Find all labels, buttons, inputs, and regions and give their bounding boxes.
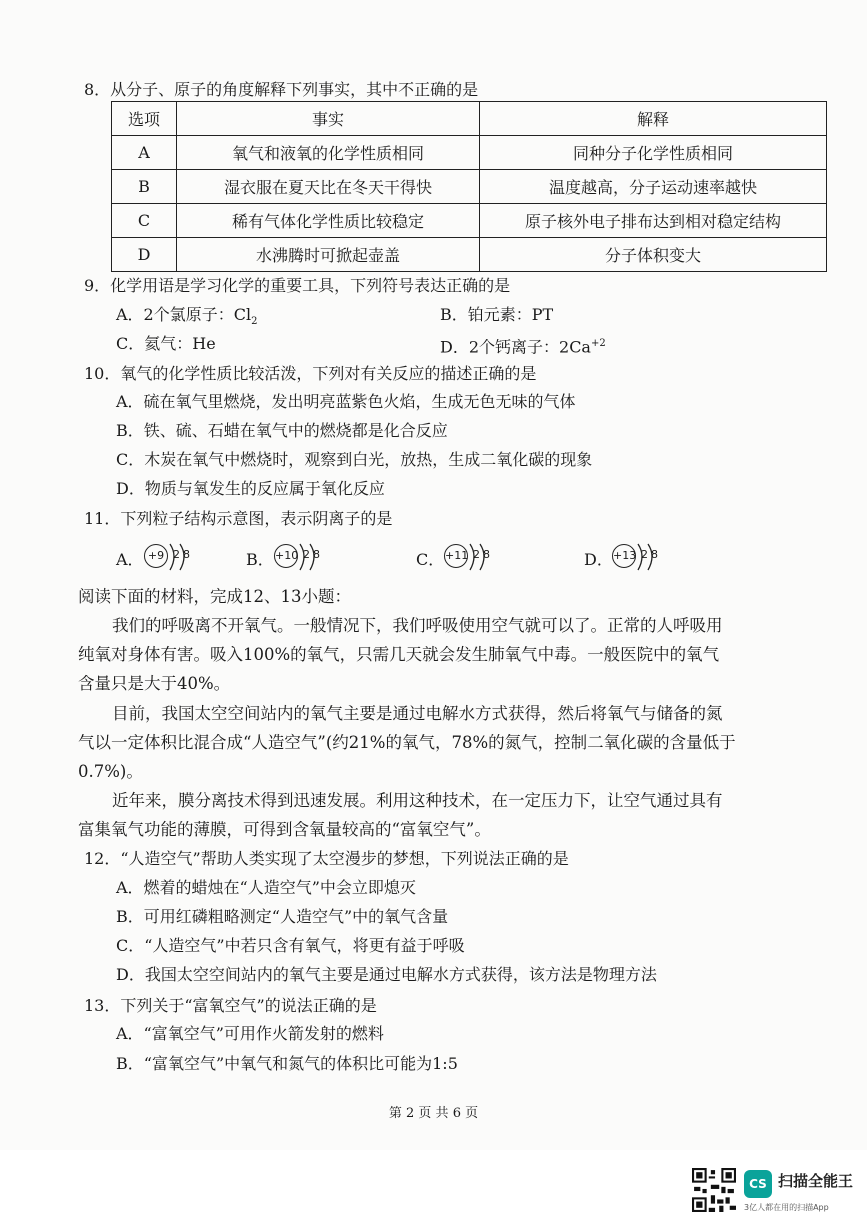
q9-stem: 9．化学用语是学习化学的重要工具，下列符号表达正确的是	[84, 276, 511, 295]
page-number: 第 2 页 共 6 页	[388, 1106, 479, 1121]
electron-shells-icon	[634, 542, 664, 572]
shell-1-electrons: 2	[303, 548, 310, 561]
q8-stem: 8．从分子、原子的角度解释下列事实，其中不正确的是	[84, 80, 479, 99]
reading-p1-line3: 含量只是大于40%。	[78, 674, 231, 693]
reading-p1-line1: 我们的呼吸离不开氧气。一般情况下，我们呼吸使用空气就可以了。正常的人呼吸用	[112, 616, 723, 635]
reading-p2-line3: 0.7%)。	[78, 762, 143, 781]
nucleus: +9	[144, 544, 168, 568]
q11-option-d-label: D．	[584, 550, 613, 569]
q11-option-b-label: B．	[246, 550, 274, 569]
row-fact: 湿衣服在夏天比在冬天干得快	[177, 170, 480, 204]
row-explanation: 温度越高，分子运动速率越快	[480, 170, 827, 204]
reading-p3-line1: 近年来，膜分离技术得到迅速发展。利用这种技术，在一定压力下，让空气通过具有	[112, 791, 723, 810]
q8-table	[111, 101, 827, 272]
row-fact: 氧气和液氧的化学性质相同	[177, 136, 480, 170]
cs-logo-icon: CS	[744, 1170, 772, 1198]
row-fact: 稀有气体化学性质比较稳定	[177, 204, 480, 238]
q12-stem: 12．“人造空气”帮助人类实现了太空漫步的梦想，下列说法正确的是	[84, 849, 569, 868]
row-option: D	[112, 238, 177, 272]
q9-option-d-text: D．2个钙离子：2Ca	[440, 337, 591, 357]
header-option: 选项	[112, 102, 177, 136]
q10-option-b: B．铁、硫、石蜡在氧气中的燃烧都是化合反应	[116, 421, 448, 440]
shell-1-electrons: 2	[641, 548, 648, 561]
shell-2-electrons: 8	[313, 548, 320, 561]
reading-p3-line2: 富集氧气功能的薄膜，可得到含氧量较高的“富氧空气”。	[78, 820, 491, 839]
q9-option-d-superscript: +2	[590, 338, 606, 349]
q10-option-c: C．木炭在氧气中燃烧时，观察到白光，放热，生成二氧化碳的现象	[116, 450, 593, 469]
q9-option-b: B．铂元素：PT	[440, 305, 554, 324]
row-explanation: 同种分子化学性质相同	[480, 136, 827, 170]
q12-option-d: D．我国太空空间站内的氧气主要是通过电解水方式获得，该方法是物理方法	[116, 965, 657, 984]
row-explanation: 原子核外电子排布达到相对稳定结构	[480, 204, 827, 238]
reading-p2-line2: 气以一定体积比混合成“人造空气”(约21%的氧气，78%的氮气，控制二氧化碳的含量低于	[78, 733, 736, 752]
brand-name: 扫描全能王	[778, 1172, 854, 1190]
electron-shells-icon	[166, 542, 196, 572]
shell-2-electrons: 8	[483, 548, 490, 561]
q9-option-a	[116, 305, 257, 332]
q13-option-b: B．“富氧空气”中氧气和氮气的体积比可能为1:5	[116, 1054, 458, 1073]
table-row	[112, 170, 827, 204]
row-fact: 水沸腾时可掀起壶盖	[177, 238, 480, 272]
table-header-row	[112, 102, 827, 136]
nucleus: +10	[274, 544, 298, 568]
shell-2-electrons: 8	[651, 548, 658, 561]
reading-p1-line2: 纯氧对身体有害。吸入100%的氧气，只需几天就会发生肺氧气中毒。一般医院中的氧气	[78, 645, 720, 664]
reading-p2-line1: 目前，我国太空空间站内的氧气主要是通过电解水方式获得，然后将氧气与储备的氮	[112, 704, 723, 723]
table-row	[112, 136, 827, 170]
q10-option-a: A．硫在氧气里燃烧，发出明亮蓝紫色火焰，生成无色无味的气体	[116, 392, 576, 411]
q13-option-a: A．“富氧空气”可用作火箭发射的燃料	[116, 1024, 384, 1043]
row-option: C	[112, 204, 177, 238]
q9-option-d	[440, 334, 606, 357]
electron-shells-icon	[466, 542, 496, 572]
q11-option-a-label: A．	[116, 550, 144, 569]
shell-1-electrons: 2	[473, 548, 480, 561]
header-explanation: 解释	[480, 102, 827, 136]
q9-option-a-subscript: 2	[251, 316, 258, 328]
q12-option-b: B．可用红磷粗略测定“人造空气”中的氧气含量	[116, 907, 449, 926]
q10-option-d: D．物质与氧发生的反应属于氧化反应	[116, 479, 385, 498]
q10-stem: 10．氧气的化学性质比较活泼，下列对有关反应的描述正确的是	[84, 364, 537, 383]
row-option: B	[112, 170, 177, 204]
shell-2-electrons: 8	[183, 548, 190, 561]
header-fact: 事实	[177, 102, 480, 136]
electron-shells-icon	[296, 542, 326, 572]
shell-1-electrons: 2	[173, 548, 180, 561]
table-row	[112, 204, 827, 238]
q9-option-a-text: A．2个氯原子：Cl	[116, 305, 252, 324]
q12-option-a: A．燃着的蜡烛在“人造空气”中会立即熄灭	[116, 878, 416, 897]
qr-code-icon	[692, 1168, 736, 1212]
q11-stem: 11．下列粒子结构示意图，表示阴离子的是	[84, 509, 393, 528]
table-row	[112, 238, 827, 272]
q11-option-c-label: C．	[416, 550, 445, 569]
q13-stem: 13．下列关于“富氧空气”的说法正确的是	[84, 996, 377, 1015]
nucleus: +11	[444, 544, 468, 568]
row-explanation: 分子体积变大	[480, 238, 827, 272]
q9-option-c: C．氦气：He	[116, 334, 216, 353]
row-option: A	[112, 136, 177, 170]
nucleus: +13	[612, 544, 636, 568]
q12-option-c: C．“人造空气”中若只含有氧气，将更有益于呼吸	[116, 936, 465, 955]
brand-tagline: 3亿人都在用的扫描App	[744, 1203, 829, 1212]
reading-intro: 阅读下面的材料，完成12、13小题：	[78, 587, 351, 606]
